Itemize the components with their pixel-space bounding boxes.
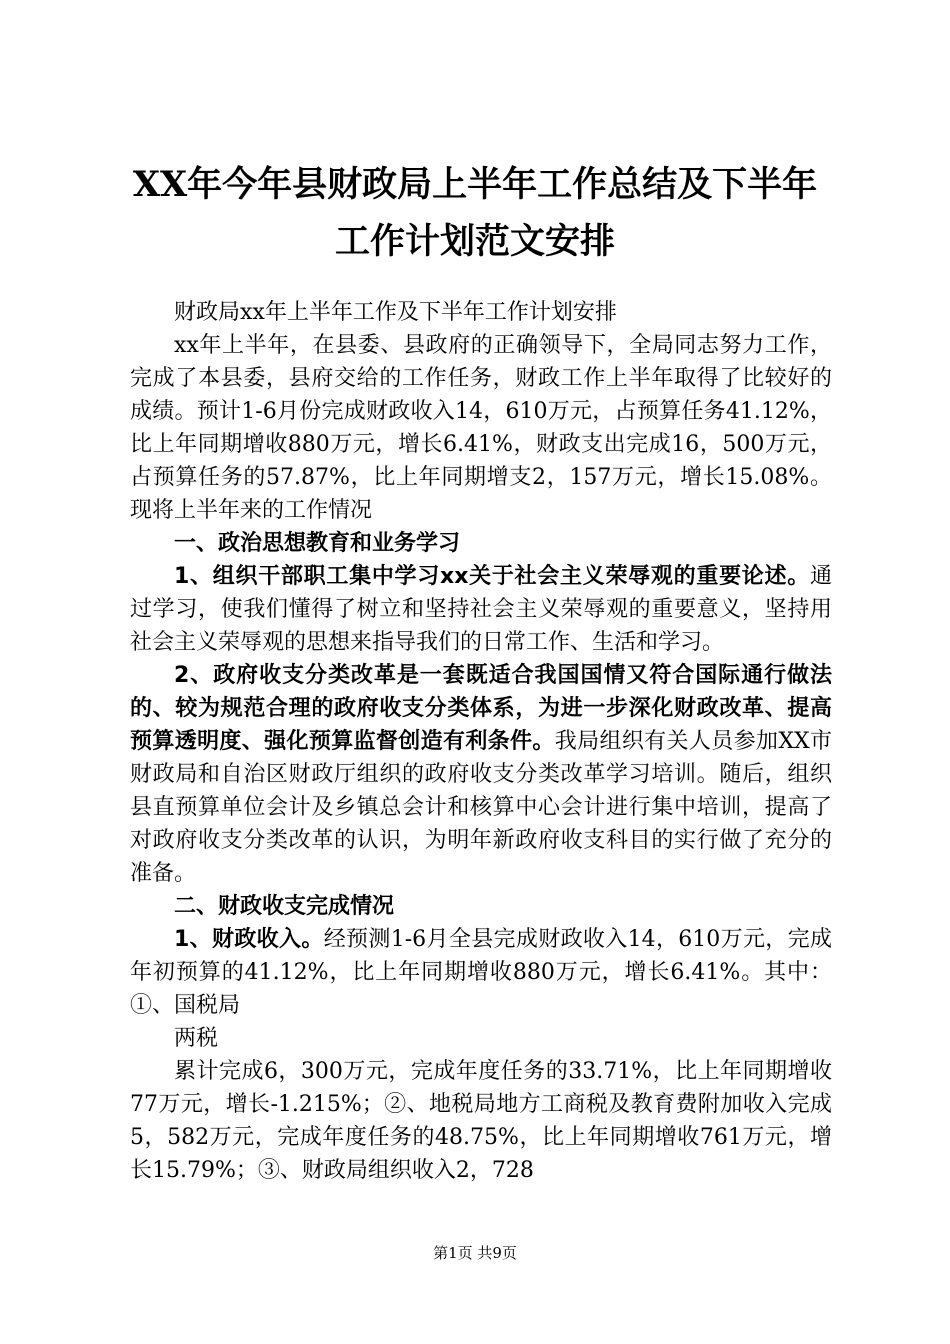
page-footer: 第1页 共9页 bbox=[433, 1244, 517, 1262]
document-title-line-1: XX年今年县财政局上半年工作总结及下半年 bbox=[132, 164, 818, 205]
section-1-item-2-text: 我局组织有关人员参加XX市财政局和自治区财政厅组织的政府收支分类改革学习培训。随后，组织县直预算单位会计及乡镇总会计和核算中心会计进行集中培训，提高了对政府收支分类改革的认识，为明年新政府收支科目的实行做了充分的准备。 bbox=[130, 729, 832, 886]
document-body bbox=[130, 296, 832, 1187]
intro-paragraph: xx年上半年，在县委、县政府的正确领导下，全局同志努力工作，完成了本县委，县府交给的工作任务，财政工作上半年取得了比较好的成绩。预计1-6月份完成财政收入14，610万元，占预算任务41.12%，比上年同期增收880万元，增长6.41%，财政支出完成16，500万元，占预算任务的57.87%，比上年同期增支2，157万元，增长15.08%。现将上半年来的工作情况 bbox=[130, 333, 832, 523]
section-2-item-1-lead: 1、财政收入。 bbox=[174, 927, 324, 952]
section-1-heading: 一、政治思想教育和业务学习 bbox=[174, 531, 461, 556]
section-2-heading: 二、财政收支完成情况 bbox=[174, 894, 395, 919]
document-subtitle: 财政局xx年上半年工作及下半年工作计划安排 bbox=[174, 300, 617, 325]
section-2-item-1-text: 经预测1-6月全县完成财政收入14，610万元，完成年初预算的41.12%，比上年同期增收880万元，增长6.41%。其中：①、国税局 bbox=[130, 927, 832, 1018]
document-title-line-2: 工作计划范文安排 bbox=[334, 221, 615, 262]
section-2-item-1-line-2: 两税 bbox=[174, 1026, 219, 1051]
section-2-item-1 bbox=[130, 923, 832, 1022]
section-2-item-1-line-3: 累计完成6，300万元，完成年度任务的33.71%，比上年同期增收77万元，增长-1.215%；②、地税局地方工商税及教育费附加收入完成5，582万元，完成年度任务的48.75%，比上年同期增收761万元，增长15.79%；③、财政局组织收入2，728 bbox=[130, 1059, 832, 1183]
section-1-item-1-text: 通过学习，使我们懂得了树立和坚持社会主义荣辱观的重要意义，坚持用社会主义荣辱观的思想来指导我们的日常工作、生活和学习。 bbox=[130, 564, 832, 655]
section-1-item-1-lead: 1、组织干部职工集中学习xx关于社会主义荣辱观的重要论述。 bbox=[174, 564, 810, 589]
section-1-item-2 bbox=[130, 659, 832, 890]
section-1-item-2-lead: 2、政府收支分类改革是一套既适合我国国情又符合国际通行做法的、较为规范合理的政府收支分类体系，为进一步深化财政改革、提高预算透明度、强化预算监督创造有利条件。 bbox=[130, 663, 832, 754]
section-1-item-1 bbox=[130, 560, 832, 659]
